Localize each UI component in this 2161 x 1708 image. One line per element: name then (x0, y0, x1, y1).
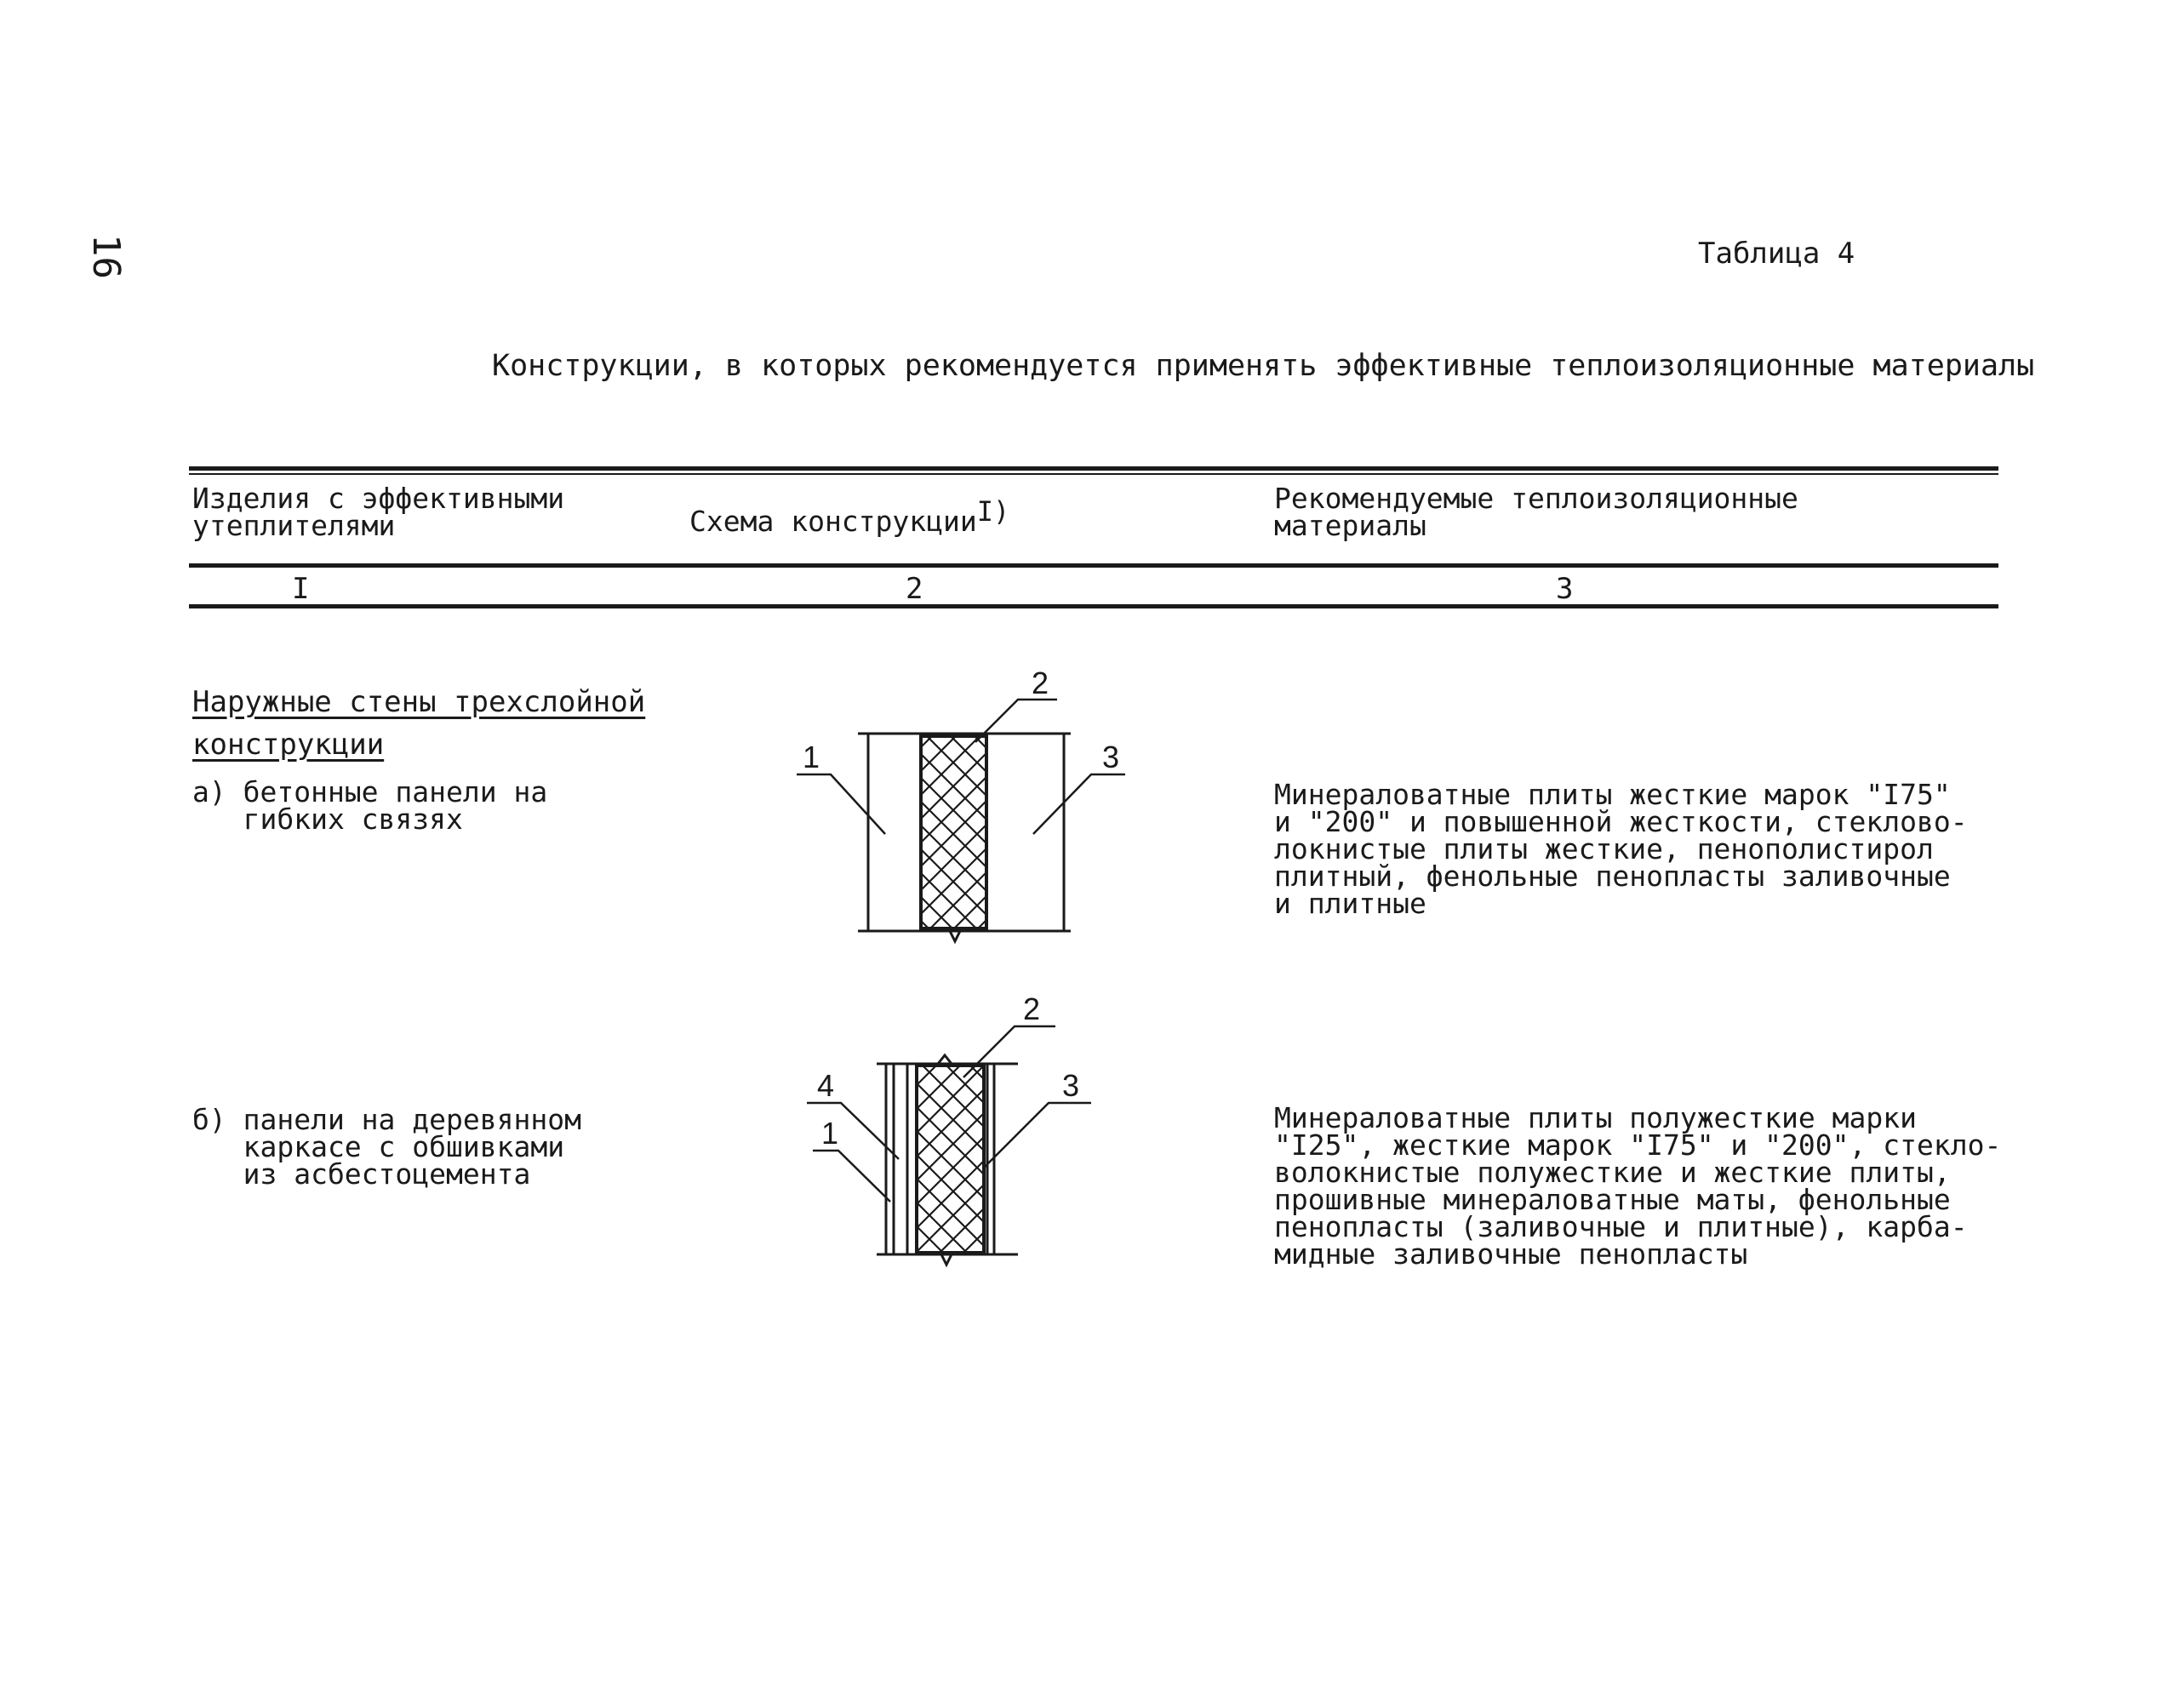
diagram-b-body (807, 1026, 1091, 1265)
row-b-materials-line: Минераловатные плиты полужесткие марки (1274, 1101, 1917, 1134)
row-b-materials-line: прошивные минераловатные маты, фенольные (1274, 1183, 1951, 1216)
row-a-materials-line: и плитные (1274, 887, 1426, 920)
callout-b4: 4 (817, 1068, 835, 1103)
header-col2-text: Схема конструкции (689, 505, 977, 538)
row-a-materials-line: плитный, фенольные пенопласты заливочные (1274, 860, 1951, 893)
row-a-materials-line: локнистые плиты жесткие, пенополистирол (1274, 832, 1934, 865)
row-a-materials (1274, 778, 1968, 920)
row-b-label (192, 1103, 581, 1191)
table-label: Таблица 4 (1698, 237, 1855, 271)
callout-b1-leader (813, 1151, 890, 1202)
callout-2: 2 (1032, 665, 1049, 700)
callout-b1: 1 (821, 1116, 839, 1151)
callout-3-leader (1033, 774, 1125, 834)
row-b-materials-line: мидные заливочные пенопласты (1274, 1237, 1748, 1271)
callout-b3-leader (984, 1103, 1091, 1168)
table-title: Конструкции, в которых рекомендуется применять эффективные теплоизоляционные материалы (492, 349, 2035, 383)
row-a-materials-line: Минераловатные плиты жесткие марок "I75" (1274, 778, 1951, 811)
column-number-3: 3 (1556, 572, 1574, 606)
row-b-materials-line: пенопласты (заливочные и плитные), карба- (1274, 1210, 1968, 1243)
diagram-a-body (797, 700, 1125, 941)
header-col2-footnote: I) (976, 495, 1010, 528)
row-b-materials (1274, 1101, 2002, 1271)
row-b-label-line: б) панели на деревянном (192, 1103, 581, 1136)
callout-1-leader (797, 774, 885, 834)
callout-3: 3 (1102, 740, 1120, 774)
row-b-label-line: из асбестоцемента (192, 1157, 531, 1191)
section-title-line: Наружные стены трехслойной (192, 685, 646, 719)
column-number-1: I (292, 572, 310, 606)
callout-b2: 2 (1023, 991, 1041, 1026)
header-col3-line: Рекомендуемые теплоизоляционные (1274, 482, 1798, 515)
row-b-materials-line: "I25", жесткие марок "I75" и "200", стекло- (1274, 1128, 2002, 1162)
row-b-materials-line: волокнистые полужесткие и жесткие плиты, (1274, 1156, 1951, 1189)
column-number-2: 2 (906, 572, 923, 606)
row-a-label-line: а) бетонные панели на (192, 775, 548, 808)
header-col1-line: утеплителями (192, 509, 396, 542)
callout-1: 1 (803, 740, 820, 774)
page-number: 16 (84, 234, 128, 279)
callout-b3: 3 (1062, 1068, 1080, 1103)
row-a-label-line: гибких связях (192, 803, 463, 836)
header-col1-line: Изделия с эффективными (192, 482, 565, 515)
section-title-line: конструкции (192, 728, 385, 762)
row-b-label-line: каркасе с обшивками (192, 1130, 565, 1163)
row-a-materials-line: и "200" и повышенной жесткости, стеклово- (1274, 805, 1968, 838)
header-col3-line: материалы (1274, 509, 1426, 542)
